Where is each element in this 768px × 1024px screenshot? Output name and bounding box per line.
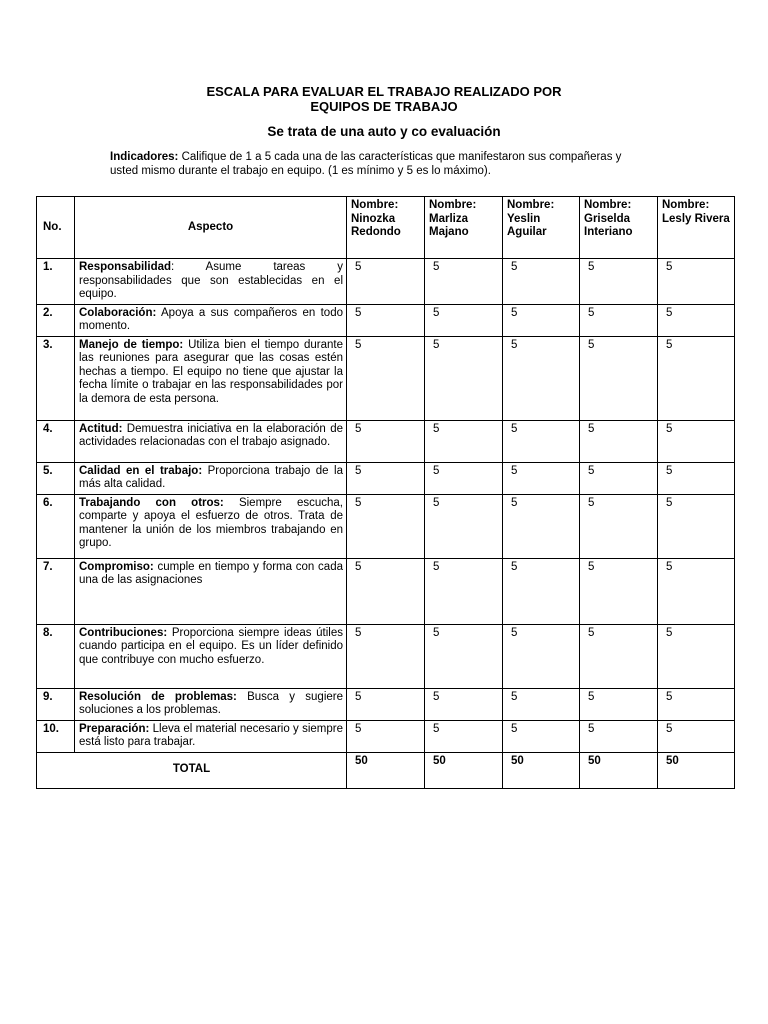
score-cell: 5 bbox=[503, 558, 580, 624]
aspect-name: Calidad en el trabajo: bbox=[79, 464, 203, 477]
row-number: 10. bbox=[37, 720, 75, 752]
aspect-name: Compromiso: bbox=[79, 560, 154, 573]
score-cell: 5 bbox=[425, 420, 503, 462]
score-cell: 5 bbox=[503, 420, 580, 462]
score-cell: 5 bbox=[503, 336, 580, 420]
score-cell: 5 bbox=[347, 720, 425, 752]
score-cell: 5 bbox=[658, 494, 735, 558]
total-cell: 50 bbox=[503, 752, 580, 788]
document-subtitle: Se trata de una auto y co evaluación bbox=[267, 124, 501, 139]
header-no: No. bbox=[37, 197, 75, 259]
score-cell: 5 bbox=[580, 624, 658, 688]
score-cell: 5 bbox=[580, 720, 658, 752]
table-row bbox=[37, 336, 735, 420]
aspect-description: Demuestra iniciativa en la elaboración de actividades relacionadas con el trabajo asignado. bbox=[79, 422, 343, 448]
score-cell: 5 bbox=[658, 259, 735, 305]
aspect-description: cumple en tiempo y forma con cada una de las asignaciones bbox=[79, 560, 343, 586]
total-cell: 50 bbox=[347, 752, 425, 788]
score-cell: 5 bbox=[347, 462, 425, 494]
document-title-line2: EQUIPOS DE TRABAJO bbox=[310, 99, 458, 114]
score-cell: 5 bbox=[347, 336, 425, 420]
total-cell: 50 bbox=[658, 752, 735, 788]
table-row bbox=[37, 720, 735, 752]
row-number: 4. bbox=[37, 420, 75, 462]
row-aspect bbox=[75, 558, 347, 624]
score-cell: 5 bbox=[580, 462, 658, 494]
indicators-label: Indicadores: bbox=[110, 151, 179, 163]
row-aspect bbox=[75, 624, 347, 688]
row-aspect bbox=[75, 720, 347, 752]
table-row bbox=[37, 420, 735, 462]
total-cell: 50 bbox=[580, 752, 658, 788]
score-cell: 5 bbox=[580, 558, 658, 624]
row-number: 7. bbox=[37, 558, 75, 624]
row-number: 3. bbox=[37, 336, 75, 420]
score-cell: 5 bbox=[503, 720, 580, 752]
total-cell: 50 bbox=[425, 752, 503, 788]
indicators-text: Califique de 1 a 5 cada una de las características que manifestaron sus compañeras y usted mismo durante el trabajo en equipo. (1 es mínimo y 5 es lo máximo). bbox=[110, 151, 622, 177]
score-cell: 5 bbox=[503, 688, 580, 720]
score-cell: 5 bbox=[658, 420, 735, 462]
header-member-5: Nombre: Lesly Rivera bbox=[658, 197, 735, 259]
score-cell: 5 bbox=[425, 259, 503, 305]
header-member-3: Nombre: Yeslin Aguilar bbox=[503, 197, 580, 259]
score-cell: 5 bbox=[658, 462, 735, 494]
score-cell: 5 bbox=[580, 304, 658, 336]
score-cell: 5 bbox=[347, 688, 425, 720]
table-row bbox=[37, 624, 735, 688]
table-row bbox=[37, 304, 735, 336]
score-cell: 5 bbox=[425, 558, 503, 624]
row-number: 5. bbox=[37, 462, 75, 494]
aspect-name: Contribuciones: bbox=[79, 626, 168, 639]
table-row bbox=[37, 259, 735, 305]
header-member-4: Nombre: Griselda Interiano bbox=[580, 197, 658, 259]
score-cell: 5 bbox=[347, 494, 425, 558]
score-cell: 5 bbox=[580, 494, 658, 558]
header-aspect: Aspecto bbox=[75, 197, 347, 259]
row-number: 6. bbox=[37, 494, 75, 558]
score-cell: 5 bbox=[658, 558, 735, 624]
score-cell: 5 bbox=[658, 336, 735, 420]
score-cell: 5 bbox=[347, 259, 425, 305]
row-aspect bbox=[75, 336, 347, 420]
header-member-1: Nombre: Ninozka Redondo bbox=[347, 197, 425, 259]
row-aspect bbox=[75, 304, 347, 336]
score-cell: 5 bbox=[347, 558, 425, 624]
score-cell: 5 bbox=[503, 462, 580, 494]
aspect-name: Preparación: bbox=[79, 722, 150, 735]
row-aspect bbox=[75, 688, 347, 720]
document-title-line1: ESCALA PARA EVALUAR EL TRABAJO REALIZADO POR bbox=[206, 84, 562, 99]
table-row bbox=[37, 462, 735, 494]
score-cell: 5 bbox=[580, 420, 658, 462]
score-cell: 5 bbox=[580, 688, 658, 720]
score-cell: 5 bbox=[425, 494, 503, 558]
aspect-name: Colaboración: bbox=[79, 306, 157, 319]
table-row bbox=[37, 558, 735, 624]
row-number: 1. bbox=[37, 259, 75, 305]
score-cell: 5 bbox=[347, 420, 425, 462]
header-row bbox=[37, 197, 735, 259]
score-cell: 5 bbox=[425, 336, 503, 420]
aspect-name: Responsabilidad bbox=[79, 261, 172, 273]
aspect-name: Resolución de problemas: bbox=[79, 690, 237, 703]
aspect-description: Utiliza bien el tiempo durante las reuniones para asegurar que las cosas estén hechas a tiempo. El equipo no tiene que ajustar la fecha límite o trabajar en las responsabilidades por la demora de esta persona. bbox=[79, 338, 343, 405]
aspect-description: Apoya a sus compañeros en todo momento. bbox=[79, 306, 343, 332]
score-cell: 5 bbox=[658, 304, 735, 336]
indicators-paragraph bbox=[110, 150, 640, 178]
score-cell: 5 bbox=[425, 304, 503, 336]
score-cell: 5 bbox=[425, 462, 503, 494]
row-aspect bbox=[75, 259, 347, 305]
row-number: 2. bbox=[37, 304, 75, 336]
aspect-description: : Asume tareas y responsabilidades que son establecidas en el equipo. bbox=[79, 261, 343, 300]
score-cell: 5 bbox=[503, 259, 580, 305]
score-cell: 5 bbox=[503, 304, 580, 336]
score-cell: 5 bbox=[425, 720, 503, 752]
row-number: 8. bbox=[37, 624, 75, 688]
aspect-name: Trabajando con otros: bbox=[79, 496, 224, 509]
score-cell: 5 bbox=[658, 624, 735, 688]
score-cell: 5 bbox=[658, 688, 735, 720]
score-cell: 5 bbox=[347, 624, 425, 688]
row-aspect bbox=[75, 494, 347, 558]
score-cell: 5 bbox=[580, 259, 658, 305]
aspect-name: Actitud: bbox=[79, 422, 123, 435]
aspect-description: Siempre escucha, comparte y apoya el esfuerzo de otros. Trata de mantener la unión de los miembros trabajando en grupo. bbox=[79, 496, 343, 549]
table-row bbox=[37, 688, 735, 720]
score-cell: 5 bbox=[425, 688, 503, 720]
score-cell: 5 bbox=[347, 304, 425, 336]
total-row bbox=[37, 752, 735, 788]
score-cell: 5 bbox=[503, 494, 580, 558]
score-cell: 5 bbox=[425, 624, 503, 688]
row-number: 9. bbox=[37, 688, 75, 720]
evaluation-table bbox=[36, 196, 735, 789]
aspect-name: Manejo de tiempo: bbox=[79, 338, 184, 351]
aspect-description: Proporciona trabajo de la más alta calidad. bbox=[79, 464, 343, 490]
total-label: TOTAL bbox=[37, 752, 347, 788]
table-body bbox=[37, 259, 735, 789]
score-cell: 5 bbox=[503, 624, 580, 688]
aspect-description: Proporciona siempre ideas útiles cuando participa en el equipo. Es un líder definido que contribuye con mucho esfuerzo. bbox=[79, 626, 343, 666]
table-row bbox=[37, 494, 735, 558]
score-cell: 5 bbox=[658, 720, 735, 752]
score-cell: 5 bbox=[580, 336, 658, 420]
header-member-2: Nombre: Marliza Majano bbox=[425, 197, 503, 259]
row-aspect bbox=[75, 462, 347, 494]
row-aspect bbox=[75, 420, 347, 462]
aspect-description: Busca y sugiere soluciones a los problemas. bbox=[79, 690, 343, 716]
aspect-description: Lleva el material necesario y siempre está listo para trabajar. bbox=[79, 722, 343, 748]
